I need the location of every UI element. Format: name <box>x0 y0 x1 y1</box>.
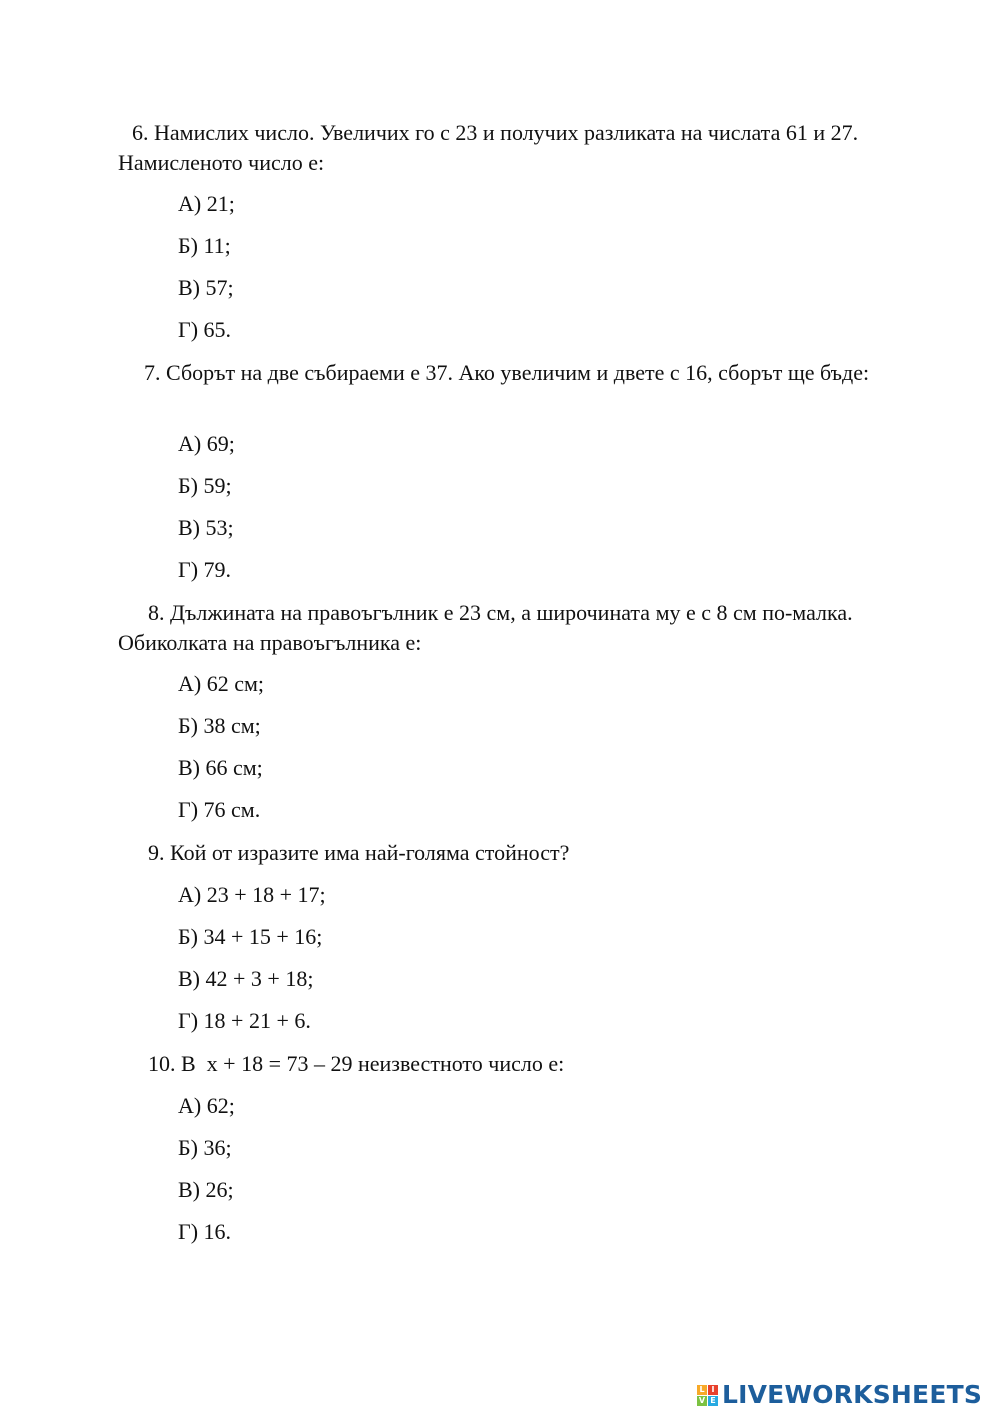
question-7-option-c[interactable]: В) 53; <box>178 515 234 540</box>
question-10-option-b[interactable]: Б) 36; <box>178 1135 232 1160</box>
question-6-option-b[interactable]: Б) 11; <box>178 233 231 258</box>
question-8-option-b[interactable]: Б) 38 см; <box>178 713 261 738</box>
liveworksheets-logo <box>697 1378 982 1412</box>
question-8-option-a[interactable]: А) 62 см; <box>178 671 265 696</box>
question-6-text: 6. Намислих число. Увеличих го с 23 и получих разликата на числата 61 и 27. Намисленото число е: <box>118 120 859 175</box>
question-6-option-c[interactable]: В) 57; <box>178 275 234 300</box>
question-6-option-d[interactable]: Г) 65. <box>178 317 232 342</box>
question-10-option-d[interactable]: Г) 16. <box>178 1219 232 1244</box>
logo-mark-i: I <box>708 1385 718 1395</box>
question-7-option-a[interactable]: А) 69; <box>178 431 235 456</box>
question-8-option-c[interactable]: В) 66 см; <box>178 755 263 780</box>
question-9-text: 9. Кой от изразите има най-голяма стойност? <box>148 840 570 865</box>
question-7-option-d[interactable]: Г) 79. <box>178 557 232 582</box>
question-9-option-c[interactable]: В) 42 + 3 + 18; <box>178 966 314 991</box>
question-9-option-b[interactable]: Б) 34 + 15 + 16; <box>178 924 323 949</box>
question-10-option-a[interactable]: А) 62; <box>178 1093 235 1118</box>
question-6-option-a[interactable]: А) 21; <box>178 191 235 216</box>
question-7-text: 7. Сборът на две събираеми е 37. Ако увеличим и двете с 16, сборът ще бъде: <box>144 360 870 385</box>
question-8-option-d[interactable]: Г) 76 см. <box>178 797 261 822</box>
question-10-text: 10. В x + 18 = 73 – 29 неизвестното число е: <box>148 1051 565 1076</box>
question-10-option-c[interactable]: В) 26; <box>178 1177 234 1202</box>
liveworksheets-logo-icon <box>697 1385 718 1406</box>
logo-mark-v: V <box>698 1395 706 1405</box>
question-9-option-d[interactable]: Г) 18 + 21 + 6. <box>178 1008 311 1033</box>
question-7-option-b[interactable]: Б) 59; <box>178 473 232 498</box>
question-9-option-a[interactable]: А) 23 + 18 + 17; <box>178 882 326 907</box>
logo-mark-e: E <box>708 1396 718 1406</box>
question-8-text: 8. Дължината на правоъгълник е 23 см, а широчината му е с 8 см по-малка. Обиколката на правоъгълника е: <box>118 600 853 655</box>
logo-mark-l: L <box>697 1385 707 1395</box>
liveworksheets-logo-text: LIVEWORKSHEETS <box>722 1380 983 1409</box>
